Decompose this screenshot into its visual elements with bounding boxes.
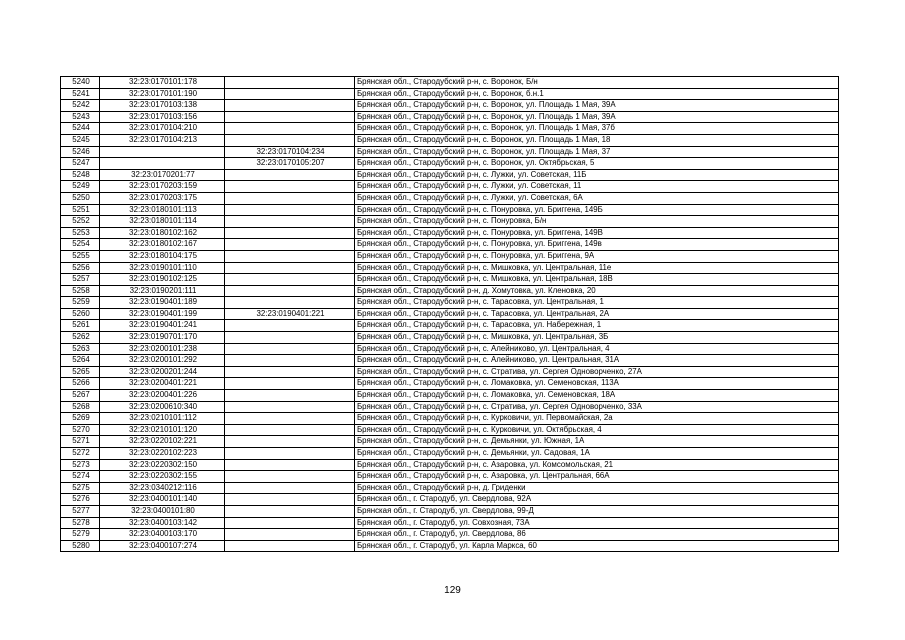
row-number-cell: 5259 xyxy=(61,297,100,309)
row-number-cell: 5242 xyxy=(61,100,100,112)
cadastral-number-cell: 32:23:0180101:114 xyxy=(100,216,225,228)
row-number-cell: 5240 xyxy=(61,77,100,89)
cadastral-number-secondary-cell xyxy=(225,366,355,378)
cadastral-number-cell: 32:23:0200201:244 xyxy=(100,366,225,378)
cadastral-number-secondary-cell xyxy=(225,216,355,228)
cadastral-number-cell: 32:23:0170103:156 xyxy=(100,111,225,123)
cadastral-number-cell: 32:23:0170201:77 xyxy=(100,169,225,181)
address-cell: Брянская обл., Стародубский р-н, с. Воронок, ул. Площадь 1 Мая, 39А xyxy=(355,111,839,123)
cadastral-number-cell: 32:23:0170103:138 xyxy=(100,100,225,112)
table-row xyxy=(61,540,839,552)
cadastral-number-cell: 32:23:0190101:110 xyxy=(100,262,225,274)
table-row xyxy=(61,308,839,320)
cadastral-number-secondary-cell: 32:23:0190401:221 xyxy=(225,308,355,320)
table-row xyxy=(61,482,839,494)
cadastral-number-cell: 32:23:0210101:112 xyxy=(100,413,225,425)
address-cell: Брянская обл., Стародубский р-н, с. Воронок, ул. Площадь 1 Мая, 18 xyxy=(355,134,839,146)
table-row xyxy=(61,517,839,529)
cadastral-number-cell: 32:23:0200101:238 xyxy=(100,343,225,355)
cadastral-number-secondary-cell xyxy=(225,332,355,344)
cadastral-number-cell: 32:23:0170104:210 xyxy=(100,123,225,135)
cadastral-number-secondary-cell xyxy=(225,100,355,112)
cadastral-number-secondary-cell xyxy=(225,274,355,286)
address-cell: Брянская обл., Стародубский р-н, с. Лужки, ул. Советская, 11Б xyxy=(355,169,839,181)
table-row xyxy=(61,88,839,100)
cadastral-number-secondary-cell xyxy=(225,134,355,146)
address-cell: Брянская обл., Стародубский р-н, с. Понуровка, ул. Бриггена, 149В xyxy=(355,227,839,239)
row-number-cell: 5246 xyxy=(61,146,100,158)
table-row xyxy=(61,297,839,309)
registry-table xyxy=(60,76,839,552)
row-number-cell: 5263 xyxy=(61,343,100,355)
cadastral-number-secondary-cell xyxy=(225,285,355,297)
page-number: 129 xyxy=(444,585,461,596)
table-row xyxy=(61,343,839,355)
address-cell: Брянская обл., Стародубский р-н, с. Мишковка, ул. Центральная, 18В xyxy=(355,274,839,286)
row-number-cell: 5276 xyxy=(61,494,100,506)
cadastral-number-cell: 32:23:0170203:175 xyxy=(100,192,225,204)
row-number-cell: 5253 xyxy=(61,227,100,239)
address-cell: Брянская обл., Стародубский р-н, с. Понуровка, ул. Бриггена, 149Б xyxy=(355,204,839,216)
address-cell: Брянская обл., г. Стародуб, ул. Карла Маркса, 60 xyxy=(355,540,839,552)
row-number-cell: 5274 xyxy=(61,471,100,483)
row-number-cell: 5277 xyxy=(61,505,100,517)
row-number-cell: 5244 xyxy=(61,123,100,135)
address-cell: Брянская обл., Стародубский р-н, д. Хомутовка, ул. Кленовка, 20 xyxy=(355,285,839,297)
address-cell: Брянская обл., Стародубский р-н, с. Понуровка, ул. Бриггена, 9А xyxy=(355,250,839,262)
row-number-cell: 5260 xyxy=(61,308,100,320)
cadastral-number-cell: 32:23:0170104:213 xyxy=(100,134,225,146)
registry-table-body xyxy=(61,77,839,552)
table-row xyxy=(61,401,839,413)
row-number-cell: 5251 xyxy=(61,204,100,216)
cadastral-number-secondary-cell: 32:23:0170104:234 xyxy=(225,146,355,158)
address-cell: Брянская обл., г. Стародуб, ул. Свердлова, 99-Д xyxy=(355,505,839,517)
cadastral-number-cell: 32:23:0400103:170 xyxy=(100,529,225,541)
cadastral-number-secondary-cell xyxy=(225,390,355,402)
row-number-cell: 5265 xyxy=(61,366,100,378)
table-row xyxy=(61,250,839,262)
table-row xyxy=(61,320,839,332)
row-number-cell: 5248 xyxy=(61,169,100,181)
row-number-cell: 5256 xyxy=(61,262,100,274)
cadastral-number-secondary-cell xyxy=(225,517,355,529)
table-row xyxy=(61,355,839,367)
row-number-cell: 5245 xyxy=(61,134,100,146)
cadastral-number-cell: 32:23:0400103:142 xyxy=(100,517,225,529)
row-number-cell: 5264 xyxy=(61,355,100,367)
cadastral-number-cell: 32:23:0200401:221 xyxy=(100,378,225,390)
address-cell: Брянская обл., Стародубский р-н, с. Стратива, ул. Сергея Одноворченко, 33А xyxy=(355,401,839,413)
cadastral-number-secondary-cell xyxy=(225,343,355,355)
table-row xyxy=(61,181,839,193)
address-cell: Брянская обл., Стародубский р-н, с. Мишковка, ул. Центральная, 11е xyxy=(355,262,839,274)
table-row xyxy=(61,77,839,89)
table-row xyxy=(61,216,839,228)
cadastral-number-cell: 32:23:0220102:223 xyxy=(100,448,225,460)
cadastral-number-secondary-cell xyxy=(225,262,355,274)
cadastral-number-cell: 32:23:0180102:162 xyxy=(100,227,225,239)
row-number-cell: 5250 xyxy=(61,192,100,204)
table-row xyxy=(61,285,839,297)
cadastral-number-cell: 32:23:0340212:116 xyxy=(100,482,225,494)
cadastral-number-secondary-cell xyxy=(225,413,355,425)
table-row xyxy=(61,100,839,112)
address-cell: Брянская обл., Стародубский р-н, с. Лужки, ул. Советская, 11 xyxy=(355,181,839,193)
address-cell: Брянская обл., Стародубский р-н, с. Тарасовка, ул. Набережная, 1 xyxy=(355,320,839,332)
cadastral-number-secondary-cell xyxy=(225,378,355,390)
row-number-cell: 5273 xyxy=(61,459,100,471)
table-row xyxy=(61,123,839,135)
row-number-cell: 5241 xyxy=(61,88,100,100)
table-row xyxy=(61,146,839,158)
table-row xyxy=(61,204,839,216)
address-cell: Брянская обл., Стародубский р-н, с. Алейниково, ул. Центральная, 4 xyxy=(355,343,839,355)
address-cell: Брянская обл., Стародубский р-н, с. Воронок, ул. Октябрьская, 5 xyxy=(355,158,839,170)
cadastral-number-cell: 32:23:0180101:113 xyxy=(100,204,225,216)
cadastral-number-secondary-cell xyxy=(225,111,355,123)
address-cell: Брянская обл., Стародубский р-н, с. Понуровка, Б/н xyxy=(355,216,839,228)
cadastral-number-cell: 32:23:0400107:274 xyxy=(100,540,225,552)
cadastral-number-secondary-cell xyxy=(225,297,355,309)
table-row xyxy=(61,448,839,460)
cadastral-number-secondary-cell: 32:23:0170105:207 xyxy=(225,158,355,170)
cadastral-number-cell xyxy=(100,146,225,158)
cadastral-number-cell: 32:23:0200610:340 xyxy=(100,401,225,413)
cadastral-number-secondary-cell xyxy=(225,471,355,483)
cadastral-number-cell xyxy=(100,158,225,170)
cadastral-number-cell: 32:23:0190701:170 xyxy=(100,332,225,344)
table-row xyxy=(61,158,839,170)
address-cell: Брянская обл., Стародубский р-н, с. Ломаковка, ул. Семеновская, 18А xyxy=(355,390,839,402)
table-row xyxy=(61,390,839,402)
row-number-cell: 5252 xyxy=(61,216,100,228)
row-number-cell: 5258 xyxy=(61,285,100,297)
cadastral-number-secondary-cell xyxy=(225,123,355,135)
address-cell: Брянская обл., Стародубский р-н, с. Воронок, ул. Площадь 1 Мая, 37б xyxy=(355,123,839,135)
cadastral-number-secondary-cell xyxy=(225,505,355,517)
row-number-cell: 5269 xyxy=(61,413,100,425)
cadastral-number-cell: 32:23:0190401:189 xyxy=(100,297,225,309)
cadastral-number-secondary-cell xyxy=(225,529,355,541)
cadastral-number-cell: 32:23:0400101:80 xyxy=(100,505,225,517)
row-number-cell: 5255 xyxy=(61,250,100,262)
cadastral-number-secondary-cell xyxy=(225,494,355,506)
cadastral-number-secondary-cell xyxy=(225,448,355,460)
address-cell: Брянская обл., г. Стародуб, ул. Свердлова, 92А xyxy=(355,494,839,506)
row-number-cell: 5266 xyxy=(61,378,100,390)
cadastral-number-secondary-cell xyxy=(225,239,355,251)
row-number-cell: 5268 xyxy=(61,401,100,413)
row-number-cell: 5243 xyxy=(61,111,100,123)
cadastral-number-cell: 32:23:0220302:150 xyxy=(100,459,225,471)
address-cell: Брянская обл., Стародубский р-н, с. Воронок, ул. Площадь 1 Мая, 37 xyxy=(355,146,839,158)
cadastral-number-secondary-cell xyxy=(225,77,355,89)
row-number-cell: 5270 xyxy=(61,424,100,436)
address-cell: Брянская обл., Стародубский р-н, с. Тарасовка, ул. Центральная, 2А xyxy=(355,308,839,320)
table-row xyxy=(61,424,839,436)
table-row xyxy=(61,494,839,506)
table-row xyxy=(61,227,839,239)
row-number-cell: 5280 xyxy=(61,540,100,552)
table-row xyxy=(61,378,839,390)
cadastral-number-cell: 32:23:0200101:292 xyxy=(100,355,225,367)
cadastral-number-secondary-cell xyxy=(225,540,355,552)
cadastral-number-secondary-cell xyxy=(225,355,355,367)
table-row xyxy=(61,192,839,204)
cadastral-number-secondary-cell xyxy=(225,204,355,216)
cadastral-number-cell: 32:23:0170101:190 xyxy=(100,88,225,100)
address-cell: Брянская обл., Стародубский р-н, с. Стратива, ул. Сергея Одноворченко, 27А xyxy=(355,366,839,378)
row-number-cell: 5261 xyxy=(61,320,100,332)
cadastral-number-secondary-cell xyxy=(225,250,355,262)
address-cell: Брянская обл., г. Стародуб, ул. Совхозная, 73А xyxy=(355,517,839,529)
cadastral-number-secondary-cell xyxy=(225,181,355,193)
table-row xyxy=(61,262,839,274)
cadastral-number-secondary-cell xyxy=(225,401,355,413)
cadastral-number-cell: 32:23:0190201:111 xyxy=(100,285,225,297)
cadastral-number-secondary-cell xyxy=(225,436,355,448)
table-row xyxy=(61,332,839,344)
cadastral-number-secondary-cell xyxy=(225,482,355,494)
address-cell: Брянская обл., Стародубский р-н, с. Воронок, ул. Площадь 1 Мая, 39А xyxy=(355,100,839,112)
cadastral-number-secondary-cell xyxy=(225,169,355,181)
address-cell: Брянская обл., Стародубский р-н, с. Ломаковка, ул. Семеновская, 113А xyxy=(355,378,839,390)
table-row xyxy=(61,239,839,251)
cadastral-number-cell: 32:23:0170101:178 xyxy=(100,77,225,89)
address-cell: Брянская обл., Стародубский р-н, с. Алейниково, ул. Центральная, 31А xyxy=(355,355,839,367)
table-row xyxy=(61,471,839,483)
address-cell: Брянская обл., Стародубский р-н, с. Азаровка, ул. Центральная, 66А xyxy=(355,471,839,483)
address-cell: Брянская обл., Стародубский р-н, с. Демьянки, ул. Садовая, 1А xyxy=(355,448,839,460)
table-row xyxy=(61,169,839,181)
row-number-cell: 5267 xyxy=(61,390,100,402)
address-cell: Брянская обл., Стародубский р-н, с. Курковичи, ул. Первомайская, 2а xyxy=(355,413,839,425)
cadastral-number-cell: 32:23:0190401:199 xyxy=(100,308,225,320)
cadastral-number-cell: 32:23:0180102:167 xyxy=(100,239,225,251)
table-row xyxy=(61,134,839,146)
row-number-cell: 5275 xyxy=(61,482,100,494)
row-number-cell: 5247 xyxy=(61,158,100,170)
table-row xyxy=(61,366,839,378)
row-number-cell: 5257 xyxy=(61,274,100,286)
table-row xyxy=(61,529,839,541)
cadastral-number-secondary-cell xyxy=(225,320,355,332)
row-number-cell: 5249 xyxy=(61,181,100,193)
cadastral-number-cell: 32:23:0210101:120 xyxy=(100,424,225,436)
row-number-cell: 5262 xyxy=(61,332,100,344)
cadastral-number-cell: 32:23:0190102:125 xyxy=(100,274,225,286)
cadastral-number-cell: 32:23:0220302:155 xyxy=(100,471,225,483)
cadastral-number-cell: 32:23:0200401:226 xyxy=(100,390,225,402)
address-cell: Брянская обл., Стародубский р-н, с. Демьянки, ул. Южная, 1А xyxy=(355,436,839,448)
cadastral-number-secondary-cell xyxy=(225,424,355,436)
address-cell: Брянская обл., Стародубский р-н, с. Курковичи, ул. Октябрьская, 4 xyxy=(355,424,839,436)
table-row xyxy=(61,413,839,425)
row-number-cell: 5279 xyxy=(61,529,100,541)
row-number-cell: 5271 xyxy=(61,436,100,448)
address-cell: Брянская обл., Стародубский р-н, с. Воронок, б.н.1 xyxy=(355,88,839,100)
cadastral-number-cell: 32:23:0170203:159 xyxy=(100,181,225,193)
address-cell: Брянская обл., Стародубский р-н, с. Тарасовка, ул. Центральная, 1 xyxy=(355,297,839,309)
cadastral-number-cell: 32:23:0400101:140 xyxy=(100,494,225,506)
row-number-cell: 5278 xyxy=(61,517,100,529)
cadastral-number-cell: 32:23:0220102:221 xyxy=(100,436,225,448)
table-row xyxy=(61,274,839,286)
table-row xyxy=(61,436,839,448)
address-cell: Брянская обл., Стародубский р-н, с. Лужки, ул. Советская, 6А xyxy=(355,192,839,204)
table-row xyxy=(61,505,839,517)
address-cell: Брянская обл., Стародубский р-н, с. Азаровка, ул. Комсомольская, 21 xyxy=(355,459,839,471)
address-cell: Брянская обл., Стародубский р-н, с. Воронок, Б/н xyxy=(355,77,839,89)
address-cell: Брянская обл., Стародубский р-н, с. Мишковка, ул. Центральная, 3Б xyxy=(355,332,839,344)
cadastral-number-cell: 32:23:0180104:175 xyxy=(100,250,225,262)
cadastral-number-secondary-cell xyxy=(225,192,355,204)
table-row xyxy=(61,459,839,471)
row-number-cell: 5254 xyxy=(61,239,100,251)
cadastral-number-secondary-cell xyxy=(225,88,355,100)
address-cell: Брянская обл., г. Стародуб, ул. Свердлова, 86 xyxy=(355,529,839,541)
address-cell: Брянская обл., Стародубский р-н, с. Понуровка, ул. Бриггена, 149в xyxy=(355,239,839,251)
cadastral-number-secondary-cell xyxy=(225,227,355,239)
cadastral-number-cell: 32:23:0190401:241 xyxy=(100,320,225,332)
cadastral-number-secondary-cell xyxy=(225,459,355,471)
row-number-cell: 5272 xyxy=(61,448,100,460)
table-row xyxy=(61,111,839,123)
address-cell: Брянская обл., Стародубский р-н, д. Гриденки xyxy=(355,482,839,494)
